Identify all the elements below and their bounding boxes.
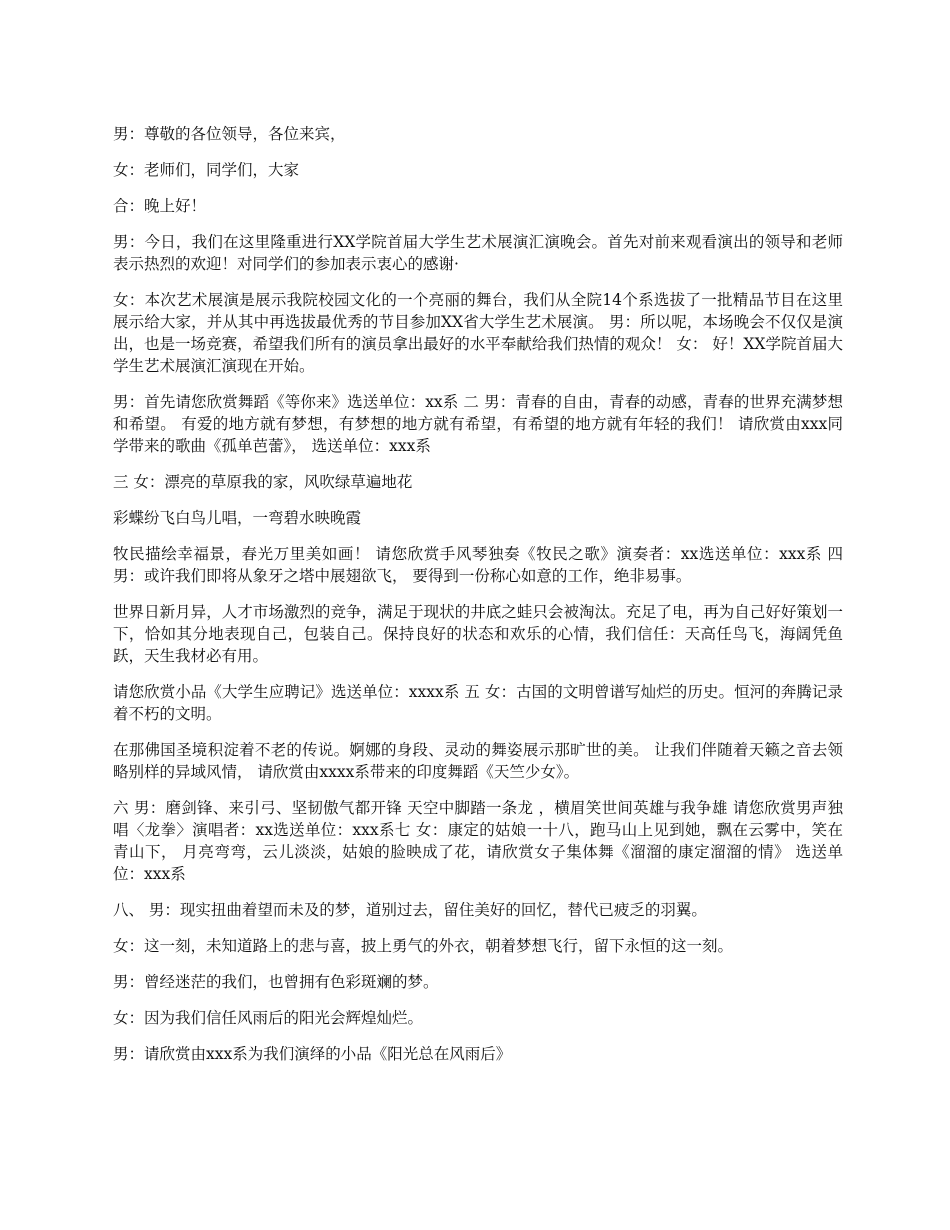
paragraph-introduction: 女：本次艺术展演是展示我院校园文化的一个亮丽的舞台，我们从全院14个系选拔了一批精品节目在这里展示给大家，并从其中再选拔最优秀的节目参加XX省大学生艺术展演。 男：所以呢，本场晚会不仅仅是演出，也是一场竞赛，希望我们所有的演员拿出最好的水平奉献给我们热情的观众！ 女： 好！XX学院首届大学生艺术展演汇演现在开始。 bbox=[113, 291, 843, 375]
paragraph-sketch: 男：请欣赏由xxx系为我们演绎的小品《阳光总在风雨后》 bbox=[113, 1045, 512, 1063]
paragraph-sunshine: 女：因为我们信任风雨后的阳光会辉煌灿烂。 bbox=[113, 1009, 424, 1027]
paragraph-program-3-line-2: 彩蝶纷飞白鸟儿唱，一弯碧水映晚霞 bbox=[113, 509, 362, 527]
paragraph-program-5: 在那佛国圣境积淀着不老的传说。婀娜的身段、灵动的舞姿展示那旷世的美。 让我们伴随着天籁之音去领略别样的异域风情， 请欣赏由xxxx系带来的印度舞蹈《天竺少女》。 bbox=[113, 741, 843, 781]
paragraph-talent-market: 世界日新月异，人才市场激烈的竞争，满足于现状的井底之蛙只会被淘汰。充足了电，再为自己好好策划一下，恰如其分地表现自己，包装自己。保持良好的状态和欢乐的心情，我们信任：天高任鸟飞，海阔凭鱼跃，天生我材必有用。 bbox=[113, 603, 843, 665]
paragraph-program-4-5: 请您欣赏小品《大学生应聘记》选送单位：xxxx系 五 女：古国的文明曾谱写灿烂的历史。恒河的奔腾记录着不朽的文明。 bbox=[113, 683, 843, 723]
paragraph-program-1-2: 男：首先请您欣赏舞蹈《等你来》选送单位：xx系 二 男：青春的自由，青春的动感，青春的世界充满梦想和希望。 有爱的地方就有梦想，有梦想的地方就有希望，有希望的地方就有年轻的我们！ 请欣赏由xxx同学带来的歌曲《孤单芭蕾》， 选送单位：xxx系 bbox=[113, 393, 843, 455]
paragraph-program-6-7: 六 男：磨剑锋、来引弓、坚韧傲气都开锋 天空中脚踏一条龙 ，横眉笑世间英雄与我争雄 请您欣赏男声独唱〈龙拳〉演唱者：xx选送单位：xxx系七 女：康定的姑娘一十八，跑马山上见到她，飘在云雾中，笑在青山下， 月亮弯弯，云儿淡淡，姑娘的脸映成了花，请欣赏女子集体舞《溜溜的康定溜溜的情》 选送单位：xxx系 bbox=[113, 799, 843, 883]
paragraph-greeting-together: 合：晚上好！ bbox=[113, 197, 207, 215]
document-body bbox=[113, 123, 843, 1079]
paragraph-program-3-line-1: 三 女：漂亮的草原我的家，风吹绿草遍地花 bbox=[113, 473, 413, 491]
paragraph-program-8: 八、 男：现实扭曲着望而未及的梦，道别过去，留住美好的回忆，替代已疲乏的羽翼。 bbox=[113, 901, 707, 919]
paragraph-this-moment: 女：这一刻，未知道路上的悲与喜，披上勇气的外衣，朝着梦想飞行，留下永恒的这一刻。 bbox=[113, 937, 734, 955]
paragraph-greeting-male: 男：尊敬的各位领导，各位来宾， bbox=[113, 125, 346, 143]
paragraph-opening: 男：今日，我们在这里隆重进行XX学院首届大学生艺术展演汇演晚会。首先对前来观看演出的领导和老师表示热烈的欢迎！对同学们的参加表示衷心的感谢· bbox=[113, 233, 843, 273]
paragraph-dream: 男：曾经迷茫的我们，也曾拥有色彩斑斓的梦。 bbox=[113, 973, 439, 991]
paragraph-greeting-female: 女：老师们，同学们，大家 bbox=[113, 161, 300, 179]
paragraph-program-3-4: 牧民描绘幸福景，春光万里美如画！ 请您欣赏手风琴独奏《牧民之歌》演奏者：xx选送单位：xxx系 四 男：或许我们即将从象牙之塔中展翅欲飞， 要得到一份称心如意的工作，绝非易事。 bbox=[113, 545, 843, 585]
